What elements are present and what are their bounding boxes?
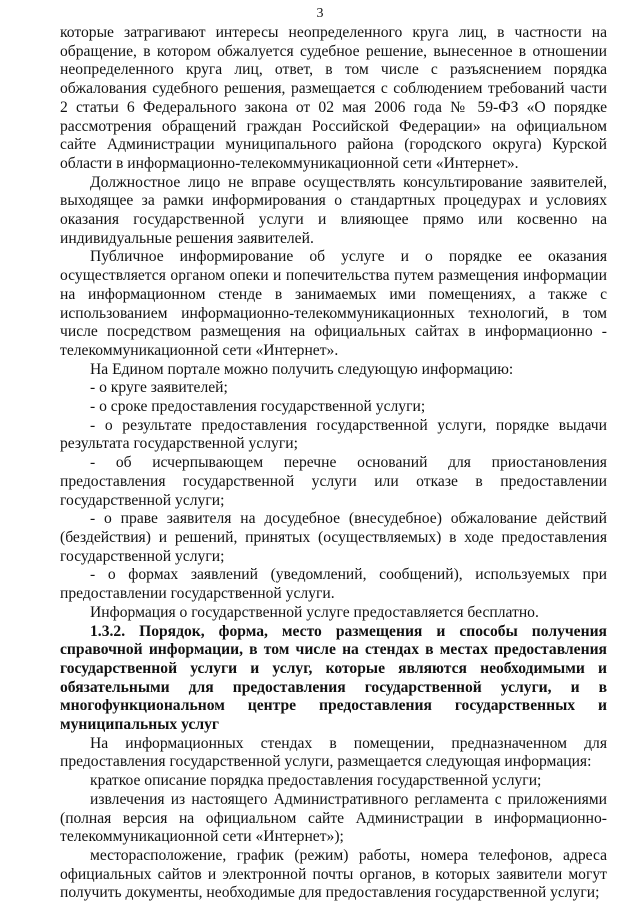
section-heading-1-3-2: 1.3.2. Порядок, форма, место размещения и способы получения справочной информации, в том числе на стендах в местах предоставления государственной услуги и услуг, которые являются необходимыми и обязательными для предоставления государственной услуги, и в многофункциональном центре предоставления государственных и муниципальных услуг	[60, 622, 607, 734]
list-item-applicants: - о круге заявителей;	[90, 379, 228, 397]
paragraph-portal-info-intro: На Едином портале можно получить следующую информацию:	[90, 360, 514, 378]
paragraph-consultation-limits: Должностное лицо не вправе осуществлять консультирование заявителей, выходящее за рамки информирования о стандартных процедурах и условиях оказания государственной услуги и влияющее прямо или косвенно на индивидуальные решения заявителей.	[60, 173, 607, 247]
document-body	[60, 24, 607, 903]
paragraph-public-informing: Публичное информирование об услуге и о порядке ее оказания осуществляется органом опеки и попечительства путем размещения информации на информационном стенде в занимаемых ими помещениях, а также с использованием информационно-телекоммуникационных технологий, в том числе посредством размещения на официальных сайтах в информационно - телекоммуникационной сети «Интернет».	[60, 248, 607, 359]
paragraph-continuation: которые затрагивают интересы неопределенного круга лиц, в частности на обращение, в котором обжалуется судебное решение, вынесенное в отношении неопределенного круга лиц, ответ, в том числе с разъяснением порядка обжалования судебного решения, размещается с соблюдением требований части 2 статьи 6 Федерального закона от 02 мая 2006 года № 59-ФЗ «О порядке рассмотрения обращений граждан Российской Федерации» на официальном сайте Администрации муниципального района (городского округа) Курской области в информационно-телекоммуникационной сети «Интернет».	[60, 24, 607, 172]
paragraph-stands-intro: На информационных стендах в помещении, предназначенном для предоставления государственной услуги, размещается следующая информация:	[60, 734, 607, 771]
paragraph-free-of-charge: Информация о государственной услуге предоставляется бесплатно.	[90, 603, 539, 621]
list-item-result: - о результате предоставления государственной услуги, порядке выдачи результата государственной услуги;	[60, 416, 607, 453]
list-item-regulation-extracts: извлечения из настоящего Административного регламента с приложениями (полная версия на официальном сайте Администрации в информационно-телекоммуникационной сети «Интернет»);	[60, 790, 607, 846]
list-item-forms: - о формах заявлений (уведомлений, сообщений), используемых при предоставлении государственной услуги.	[60, 566, 607, 603]
list-item-appeal-right: - о праве заявителя на досудебное (внесудебное) обжалование действий (бездействия) и решений, принятых (осуществляемых) в ходе предоставления государственной услуги;	[60, 510, 607, 565]
list-item-location-schedule: месторасположение, график (режим) работы, номера телефонов, адреса официальных сайтов и электронной почты органов, в которых заявители могут получить документы, необходимые для предоставления государственной услуги;	[60, 846, 607, 902]
list-item-grounds: - об исчерпывающем перечне оснований для приостановления предоставления государственной услуги или отказе в предоставлении государственной услуги;	[60, 454, 607, 509]
page-number: 3	[316, 6, 324, 21]
list-item-short-description: краткое описание порядка предоставления государственной услуги;	[90, 772, 542, 790]
list-item-term: - о сроке предоставления государственной услуги;	[90, 398, 426, 416]
